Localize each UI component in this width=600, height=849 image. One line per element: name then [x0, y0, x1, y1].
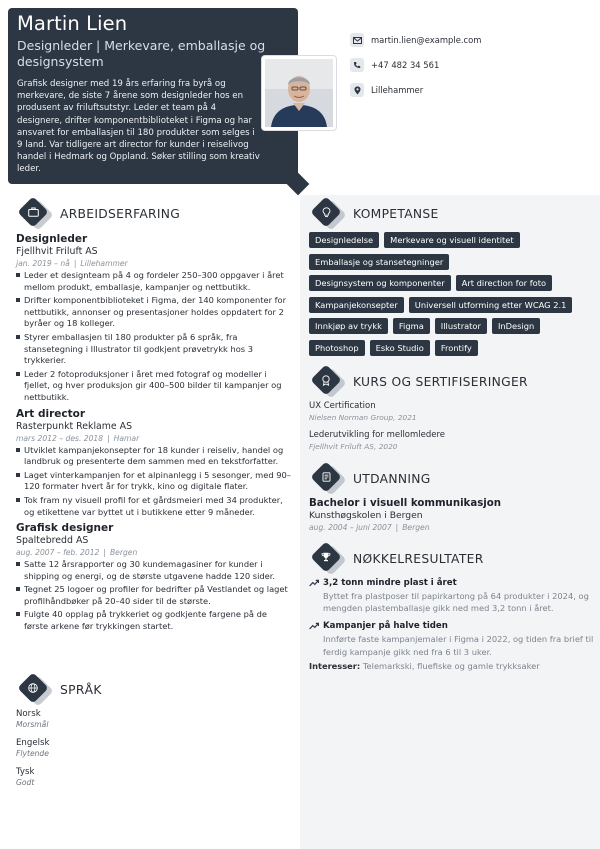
section-badge — [309, 369, 343, 395]
education-degree: Bachelor i visuell kommunikasjon — [309, 498, 502, 509]
job-bullets — [16, 559, 291, 633]
profile-photo — [262, 56, 336, 130]
contact-location-text: Lillehammer — [371, 85, 424, 95]
contact-location — [350, 83, 481, 97]
result-title: 3,2 tonn mindre plast i året — [323, 578, 457, 588]
contact-phone[interactable] — [350, 58, 481, 72]
job-bullets — [16, 445, 291, 519]
trophy-icon — [318, 549, 334, 565]
skill-tag: Esko Studio — [370, 340, 430, 356]
section-badge — [16, 677, 50, 703]
language-item — [16, 738, 291, 759]
job-bullet: Satte 12 årsrapporter og 30 kundemagasiner for kunder i shipping og energi, og de største utgavene hadde 120 sider. — [16, 559, 291, 582]
section-heading-results — [309, 546, 484, 572]
result-title: Kampanjer på halve tiden — [323, 621, 448, 632]
trend-up-icon — [309, 621, 319, 631]
education-entry — [309, 497, 594, 533]
section-badge — [309, 546, 343, 572]
skill-tag: Designsystem og komponenter — [309, 275, 451, 291]
job-period: mars 2012 – des. 2018 — [16, 433, 104, 443]
job-title: Designleder — [16, 233, 88, 245]
job-location: Lillehammer — [80, 259, 128, 268]
skill-tag: Figma — [393, 318, 430, 334]
candidate-role: Designleder | Merkevare, emballasje og designsystem — [17, 38, 266, 69]
language-list — [16, 709, 291, 788]
contact-list — [350, 33, 481, 108]
language-level: Morsmål — [16, 720, 49, 729]
job-bullet: Utviklet kampanjekonsepter for 18 kunder i reiseliv, handel og landbruk og presenterte dem sammen med en tekstforfatter. — [16, 445, 291, 468]
section-title: NØKKELRESULTATER — [353, 552, 484, 566]
section-heading-skills — [309, 201, 439, 227]
job-meta: jan. 2019 – nå | Lillehammer — [16, 259, 128, 268]
skill-tag: Innkjøp av trykk — [309, 318, 388, 334]
section-title: KURS OG SERTIFISERINGER — [353, 375, 528, 389]
job-bullet: Leder 2 fotoproduksjoner i året med fotograf og modeller i fjellet, og hver produksjon gir 400–500 bilder til kampanjer og nettbutikk. — [16, 369, 291, 404]
section-heading-languages — [16, 677, 102, 703]
education-period: aug. 2004 – juni 2007 — [309, 523, 392, 532]
language-level: Flytende — [16, 749, 49, 758]
job-location: Hamar — [113, 433, 140, 443]
language-item — [16, 767, 291, 788]
course-title: Lederutvikling for mellomledere — [309, 430, 446, 440]
language-level: Godt — [16, 778, 35, 787]
course-meta: Fjellhvit Friluft AS, 2020 — [309, 442, 398, 451]
skill-tag: Universell utforming etter WCAG 2.1 — [409, 297, 573, 313]
skill-tag: Merkevare og visuell identitet — [384, 232, 520, 248]
globe-icon — [25, 680, 41, 696]
job-company: Fjellhvit Friluft AS — [16, 246, 98, 257]
job-meta: aug. 2007 – feb. 2012 | Bergen — [16, 548, 138, 558]
skill-tags — [309, 232, 594, 361]
skill-tag: Photoshop — [309, 340, 365, 356]
course-title: UX Certification — [309, 401, 376, 411]
course-item — [309, 401, 594, 423]
education-meta: aug. 2004 – juni 2007 | Bergen — [309, 523, 430, 532]
education-location: Bergen — [402, 523, 430, 532]
language-name: Tysk — [16, 767, 35, 777]
phone-icon — [350, 58, 364, 72]
result-title-row — [309, 620, 594, 632]
job-title: Art director — [16, 407, 86, 420]
section-badge — [309, 201, 343, 227]
job-period: jan. 2019 – nå — [16, 259, 70, 268]
interests-text: Telemarkski, fluefiske og gamle trykksaker — [362, 660, 540, 671]
experience-list — [16, 233, 291, 635]
mail-icon — [350, 33, 364, 47]
job-meta: mars 2012 – des. 2018 | Hamar — [16, 433, 140, 443]
interests-label: Interesser: — [309, 660, 361, 671]
language-name: Norsk — [16, 709, 41, 719]
skill-tag: InDesign — [492, 318, 540, 334]
skill-tag: Illustrator — [435, 318, 487, 334]
section-heading-education — [309, 466, 431, 492]
section-title: SPRÅK — [60, 683, 102, 697]
section-heading-experience — [16, 201, 180, 227]
skill-tag: Frontify — [435, 340, 478, 356]
section-badge — [309, 466, 343, 492]
language-item — [16, 709, 291, 730]
job-location: Bergen — [109, 548, 138, 558]
job-bullet: Tegnet 25 logoer og profiler for bedrifter på Vestlandet og laget profilhåndbøker på 20–40 sider til de største. — [16, 584, 291, 607]
briefcase-icon — [25, 204, 41, 220]
job-bullet: Leder et designteam på 4 og fordeler 250–300 oppgaver i året mellom produkt, emballasje, kampanjer og nettbutikk. — [16, 270, 291, 293]
result-title-row — [309, 577, 594, 589]
job-bullet: Styrer emballasjen til 180 produkter på 6 språk, fra stansetegning i Illustrator til godkjent prøvetrykk hos 3 trykkerier. — [16, 332, 291, 367]
job-bullet: Laget vinterkampanjen for et alpinanlegg i 5 sesonger, med 90–120 formater hvert år for trykk, kino og digitale flater. — [16, 470, 291, 493]
job-bullet: Drifter komponentbiblioteket i Figma, der 140 komponenter for nettbutikk, annonser og presentasjoner holdes oppdatert for 2 byråer og 18 kolleger. — [16, 295, 291, 330]
results-list — [309, 577, 594, 672]
header-pointer — [287, 173, 310, 196]
job-entry — [16, 522, 291, 633]
course-list — [309, 401, 594, 452]
section-title: ARBEIDSERFARING — [60, 207, 181, 221]
profile-summary: Grafisk designer med 19 års erfaring fra byrå og merkevare, de siste 7 årene som designleder hos en produsent av friluftsutstyr. Leder et team på 4 designere, drifter komponentbiblioteket i Figma og har ansvaret for emballasjen til 180 produkter som selges i 9 land. Var tidligere art director for kunder i reiselivog handel i Hedmark og Oppland. Søker stilling som kreativ leder. — [17, 79, 260, 175]
certificate-icon — [318, 372, 334, 388]
section-title: UTDANNING — [353, 472, 431, 486]
course-item — [309, 430, 594, 452]
result-item — [309, 577, 594, 614]
location-pin-icon — [350, 83, 364, 97]
job-period: aug. 2007 – feb. 2012 — [16, 548, 100, 558]
candidate-name: Martin Lien — [17, 12, 128, 35]
document-icon — [318, 469, 334, 485]
contact-email[interactable] — [350, 33, 481, 47]
section-title: KOMPETANSE — [353, 207, 439, 221]
result-item — [309, 620, 594, 657]
lightbulb-icon — [318, 204, 334, 220]
job-entry — [16, 408, 291, 519]
portrait-icon — [265, 59, 333, 127]
job-title: Grafisk designer — [16, 522, 114, 535]
result-description: Byttet fra plastposer til papirkartong på 64 produkter i 2024, og mengden plastemballasje gikk ned med 3,2 tonn i året. — [323, 591, 589, 614]
contact-email-text: martin.lien@example.com — [371, 35, 482, 45]
section-heading-courses — [309, 369, 528, 395]
result-description: Innførte faste kampanjemaler i Figma i 2022, og tiden fra brief til ferdig kampanje gikk ned fra 6 til 3 uker. — [323, 634, 594, 657]
course-meta: Nielsen Norman Group, 2021 — [309, 413, 417, 422]
interests-line — [309, 660, 594, 672]
education-school: Kunsthøgskolen i Bergen — [309, 510, 423, 521]
job-company: Rasterpunkt Reklame AS — [16, 420, 133, 432]
language-name: Engelsk — [16, 738, 50, 748]
job-bullets — [16, 270, 291, 404]
skill-tag: Kampanjekonsepter — [309, 297, 404, 313]
job-bullet: Fulgte 40 opplag på trykkeriet og godkjente fargene på de første arkene før trykkingen startet. — [16, 609, 291, 632]
job-entry — [16, 233, 291, 404]
skill-tag: Art direction for foto — [456, 275, 552, 291]
header-card — [8, 8, 298, 184]
section-badge — [16, 201, 50, 227]
skill-tag: Designledelse — [309, 232, 379, 248]
contact-phone-text: +47 482 34 561 — [371, 60, 440, 70]
job-bullet: Tok fram ny visuell profil for et gårdsmeieri med 34 produkter, og etikettene var byttet ut i butikkene etter 9 måneder. — [16, 495, 291, 518]
job-company: Spaltebredd AS — [16, 535, 89, 547]
skill-tag: Emballasje og stansetegninger — [309, 254, 449, 270]
trend-up-icon — [309, 578, 319, 588]
